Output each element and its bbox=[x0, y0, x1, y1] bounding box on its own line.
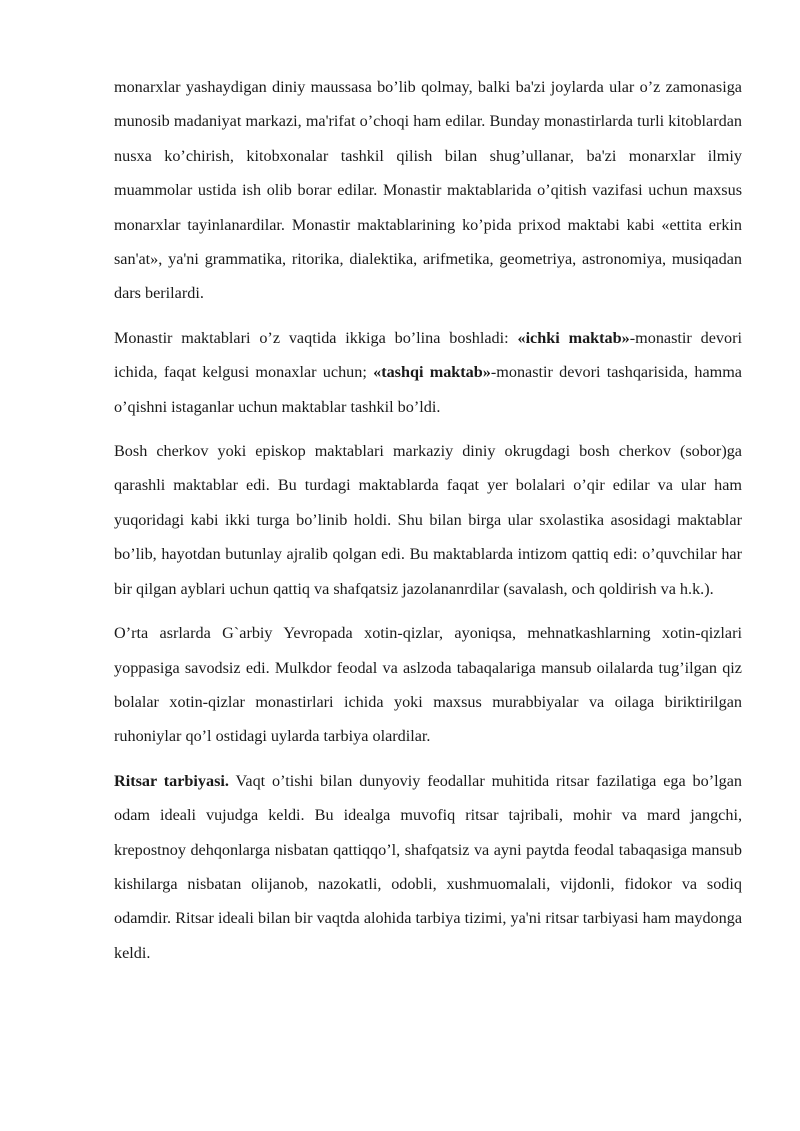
paragraph-text: -monastir devori ichida, faqat kelgusi monaxlar uchun; bbox=[114, 328, 742, 382]
paragraph-inner-outer-schools bbox=[114, 321, 742, 424]
paragraph-text: Vaqt o’tishi bilan dunyoviy feodallar muhitida ritsar fazilatiga ega bo’lgan odam ideali vujudga keldi. Bu idealga muvofiq ritsar tajribali, mohir va mard jangchi, krepostnoy dehqonlarga nisbatan qattiqqo’l, shafqatsiz va ayni paytda feodal tabaqasiga mansub kishilarga nisbatan olijanob, nazokatli, odobli, xushmuomalali, vijdonli, fidokor va sodiq odamdir. Ritsar ideali bilan bir vaqtda alohida tarbiya tizimi, ya'ni ritsar tarbiyasi ham maydonga keldi. bbox=[114, 771, 742, 962]
bold-term-inner-school: «ichki maktab» bbox=[517, 328, 630, 347]
paragraph-cathedral-schools bbox=[114, 434, 742, 606]
document-page bbox=[114, 70, 742, 980]
paragraph-knight-education bbox=[114, 764, 742, 970]
paragraph-monastir-schools bbox=[114, 70, 742, 311]
paragraph-text: O’rta asrlarda G`arbiy Yevropada xotin-qizlar, ayoniqsa, mehnatkashlarning xotin-qizlari yoppasiga savodsiz edi. Mulkdor feodal va aslzoda tabaqalariga mansub oilalarda tug’ilgan qiz bolalar xotin-qizlar monastirlari ichida yoki maxsus murabbiyalar va oilaga biriktirilgan ruhoniylar qo’l ostidagi uylarda tarbiya olardilar. bbox=[114, 624, 742, 746]
paragraph-text: monarxlar yashaydigan diniy maussasa bo’lib qolmay, balki ba'zi joylarda ular o’z zamonasiga munosib madaniyat markazi, ma'rifat o’choqi ham edilar. Bunday monastirlarda turli kitoblardan nusxa ko’chirish, kitobxonalar tashkil qilish bilan shug’ullanar, ba'zi monarxlar ilmiy muammolar ustida ish olib borar edilar. Monastir maktablarida o’qitish vazifasi uchun maxsus monarxlar tayinlanardilar. Monastir maktablarining ko’pida prixod maktabi kabi «ettita erkin san'at», ya'ni grammatika, ritorika, dialektika, arifmetika, geometriya, astronomiya, musiqadan dars berilardi. bbox=[114, 78, 742, 303]
bold-term-outer-school: «tashqi maktab» bbox=[373, 363, 491, 382]
paragraph-text: Bosh cherkov yoki episkop maktablari markaziy diniy okrugdagi bosh cherkov (sobor)ga qarashli maktablar edi. Bu turdagi maktablarda faqat yer bolalari o’qir edilar va ular ham yuqoridagi kabi ikki turga bo’linib holdi. Shu bilan birga ular sxolastika asosidagi maktablar bo’lib, hayotdan butunlay ajralib qolgan edi. Bu maktablarda intizom qattiq edi: o’quvchilar har bir qilgan ayblari uchun qattiq va shafqatsiz jazolananrdilar (savalash, och qoldirish va h.k.). bbox=[114, 442, 742, 598]
paragraph-women-education bbox=[114, 616, 742, 754]
section-heading-knight-education: Ritsar tarbiyasi. bbox=[114, 771, 229, 790]
paragraph-text: Monastir maktablari o’z vaqtida ikkiga bo’lina boshladi: bbox=[114, 328, 518, 347]
paragraph-text: -monastir devori tashqarisida, hamma o’qishni istaganlar uchun maktablar tashkil bo’ldi. bbox=[114, 363, 742, 416]
